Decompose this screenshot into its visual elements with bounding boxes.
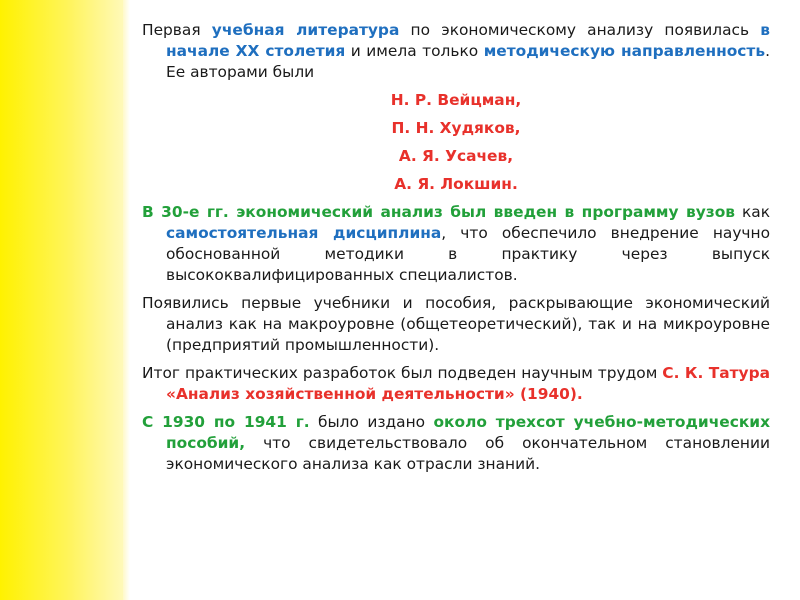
- slide-text: [142, 20, 770, 482]
- text-segment: что свидетельствовало об окончательном становлении экономического анализа как отрасли знаний.: [166, 434, 770, 473]
- text-segment: Итог практических разработок был подведен научным трудом: [142, 364, 663, 382]
- highlight-educational-literature: учебная литература: [211, 21, 400, 39]
- authors-list: [142, 90, 770, 195]
- text-segment: и имела только: [345, 42, 484, 60]
- text-segment: по экономическому анализу появилась: [399, 21, 761, 39]
- highlight-three-hundred-manuals: около трехсот учебно-методических пособий,: [166, 413, 770, 452]
- paragraph-first-literature: [142, 20, 770, 83]
- paragraph-first-textbooks: [142, 293, 770, 356]
- text-segment: , что обеспечило внедрение научно обоснованной методики в практику через выпуск высококвалифицированных специалистов.: [166, 224, 770, 284]
- text-segment: было издано: [309, 413, 434, 431]
- text-segment: как: [735, 203, 771, 221]
- author-name: П. Н. Худяков,: [391, 119, 521, 137]
- text-segment: Появились первые учебники и пособия, раскрывающие экономический анализ как на макроуровне (общетеоретический), так и на микроуровне (предприятий промышленности).: [142, 294, 770, 354]
- author-name: А. Я. Локшин.: [394, 175, 518, 193]
- text-segment: . Ее авторами были: [166, 42, 770, 81]
- highlight-tatur-citation: С. К. Татура «Анализ хозяйственной деятельности» (1940).: [166, 364, 770, 403]
- side-band-fade: [123, 0, 130, 600]
- paragraph-tatur-work: [142, 363, 770, 405]
- author-name: А. Я. Усачев,: [398, 147, 514, 165]
- highlight-early-20th-century: в начале XX столетия: [166, 21, 771, 60]
- highlight-period: С 1930 по 1941 г.: [142, 413, 310, 431]
- decorative-side-band: [0, 0, 123, 600]
- highlight-methodical-direction: методическую направленность: [483, 42, 766, 60]
- paragraph-university-program: [142, 202, 770, 286]
- paragraph-publications-count: [142, 412, 770, 475]
- author-name: Н. Р. Вейцман,: [390, 91, 522, 109]
- highlight-independent-discipline: самостоятельная дисциплина: [166, 224, 442, 242]
- highlight-1930s-program: В 30-е гг. экономический анализ был введен в программу вузов: [142, 203, 736, 221]
- text-segment: Первая: [142, 21, 212, 39]
